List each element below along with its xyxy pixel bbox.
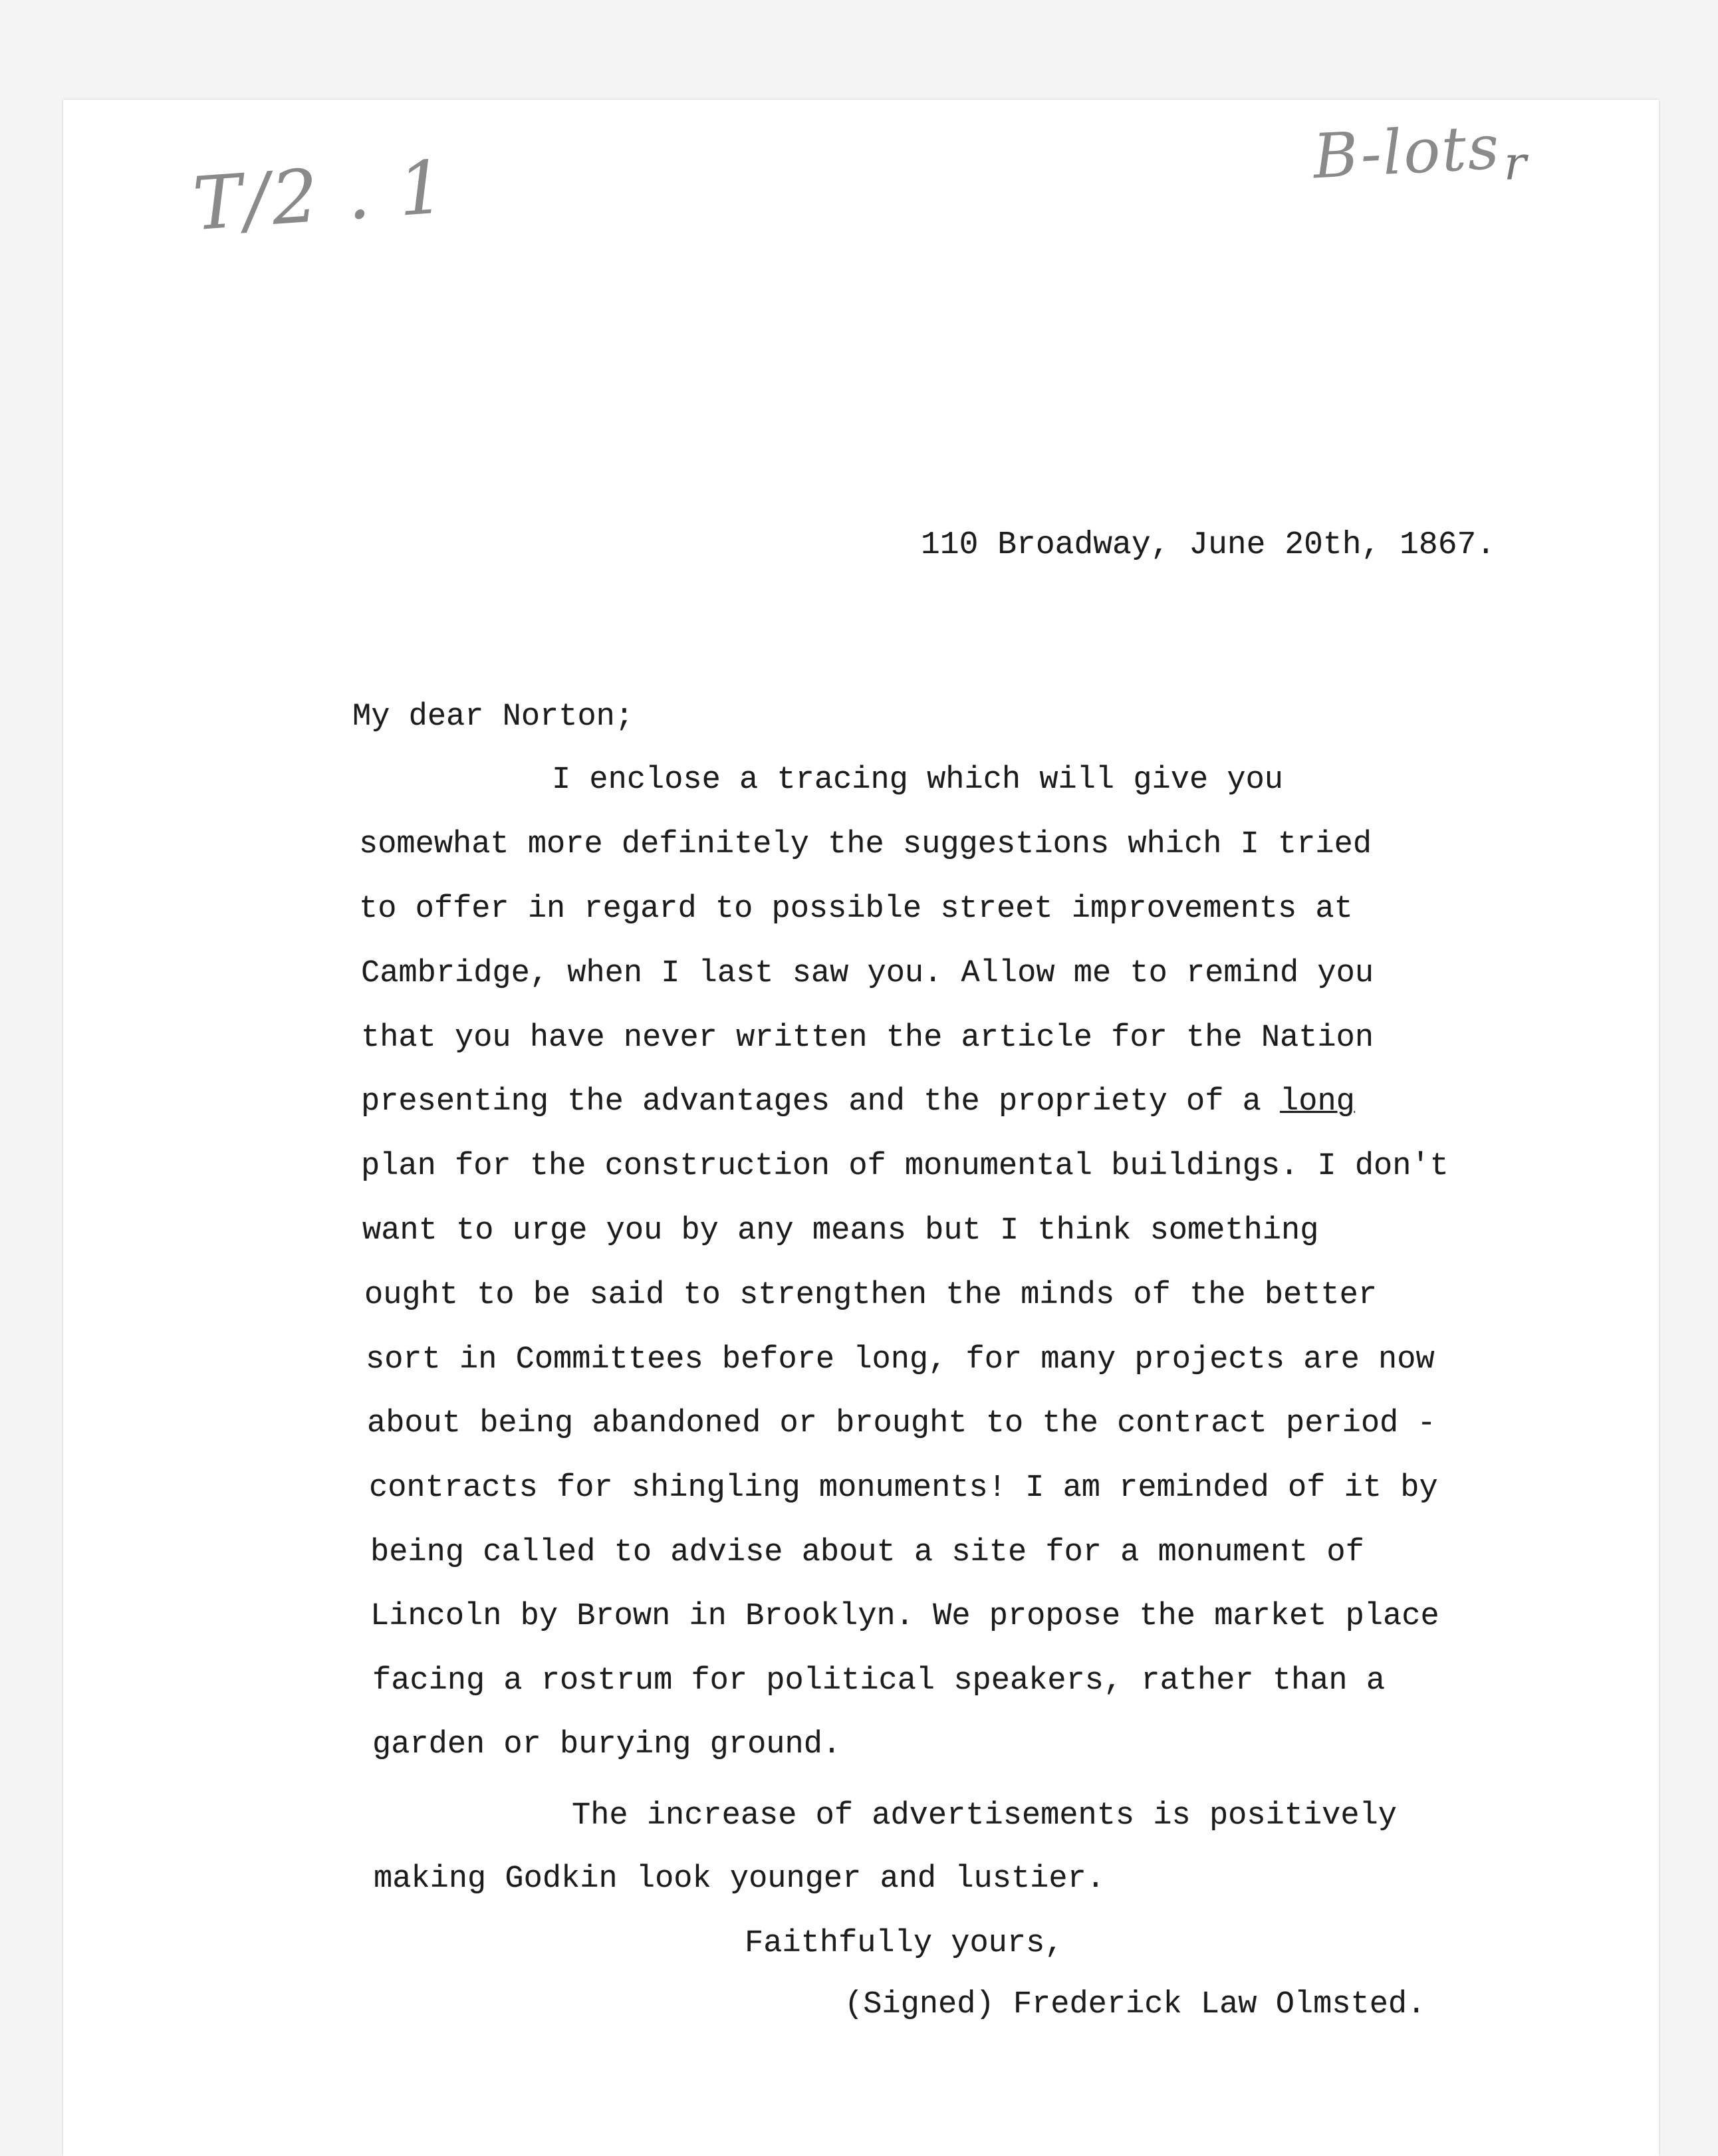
underlined-word: long [1280, 1084, 1355, 1120]
body-line: sort in Committees before long, for many projects are now [366, 1342, 1435, 1377]
body-line: somewhat more definitely the suggestions which I tried [359, 827, 1372, 862]
body-line: plan for the construction of monumental buildings. I don't [361, 1149, 1449, 1184]
body-line: Cambridge, when I last saw you. Allow me to remind you [361, 956, 1374, 991]
body-line: garden or burying ground. [372, 1727, 842, 1762]
body-line: Lincoln by Brown in Brooklyn. We propose the market place [370, 1599, 1439, 1634]
body-line: that you have never written the article for the Nation [361, 1020, 1374, 1056]
body-line: being called to advise about a site for a monument of [370, 1535, 1364, 1570]
dateline: 110 Broadway, June 20th, 1867. [921, 527, 1496, 563]
body-line: ought to be said to strengthen the minds of the better [364, 1278, 1378, 1313]
signature-line: (Signed) Frederick Law Olmsted. [844, 1987, 1426, 2022]
body-line: facing a rostrum for political speakers, rather than a [372, 1663, 1386, 1699]
handwritten-check-mark: r [1504, 136, 1527, 191]
body-line [361, 1086, 1355, 1118]
body-line: about being abandoned or brought to the contract period - [367, 1406, 1436, 1441]
salutation: My dear Norton; [352, 699, 634, 735]
body-line-text: presenting the advantages and the propriety of a [361, 1084, 1261, 1120]
body-line: want to urge you by any means but I think something [362, 1213, 1319, 1249]
body-line: contracts for shingling monuments! I am reminded of it by [369, 1471, 1438, 1506]
body-line: The increase of advertisements is positively [572, 1798, 1398, 1834]
letter-page [63, 100, 1659, 2156]
body-line: to offer in regard to possible street improvements at [359, 892, 1353, 927]
body-line: making Godkin look younger and lustier. [374, 1861, 1105, 1897]
handwritten-annotation-left: T/2 . 1 [190, 144, 451, 247]
handwritten-annotation-right: B-lots [1311, 111, 1503, 193]
body-line: I enclose a tracing which will give you [552, 763, 1283, 798]
closing: Faithfully yours, [745, 1926, 1064, 1961]
